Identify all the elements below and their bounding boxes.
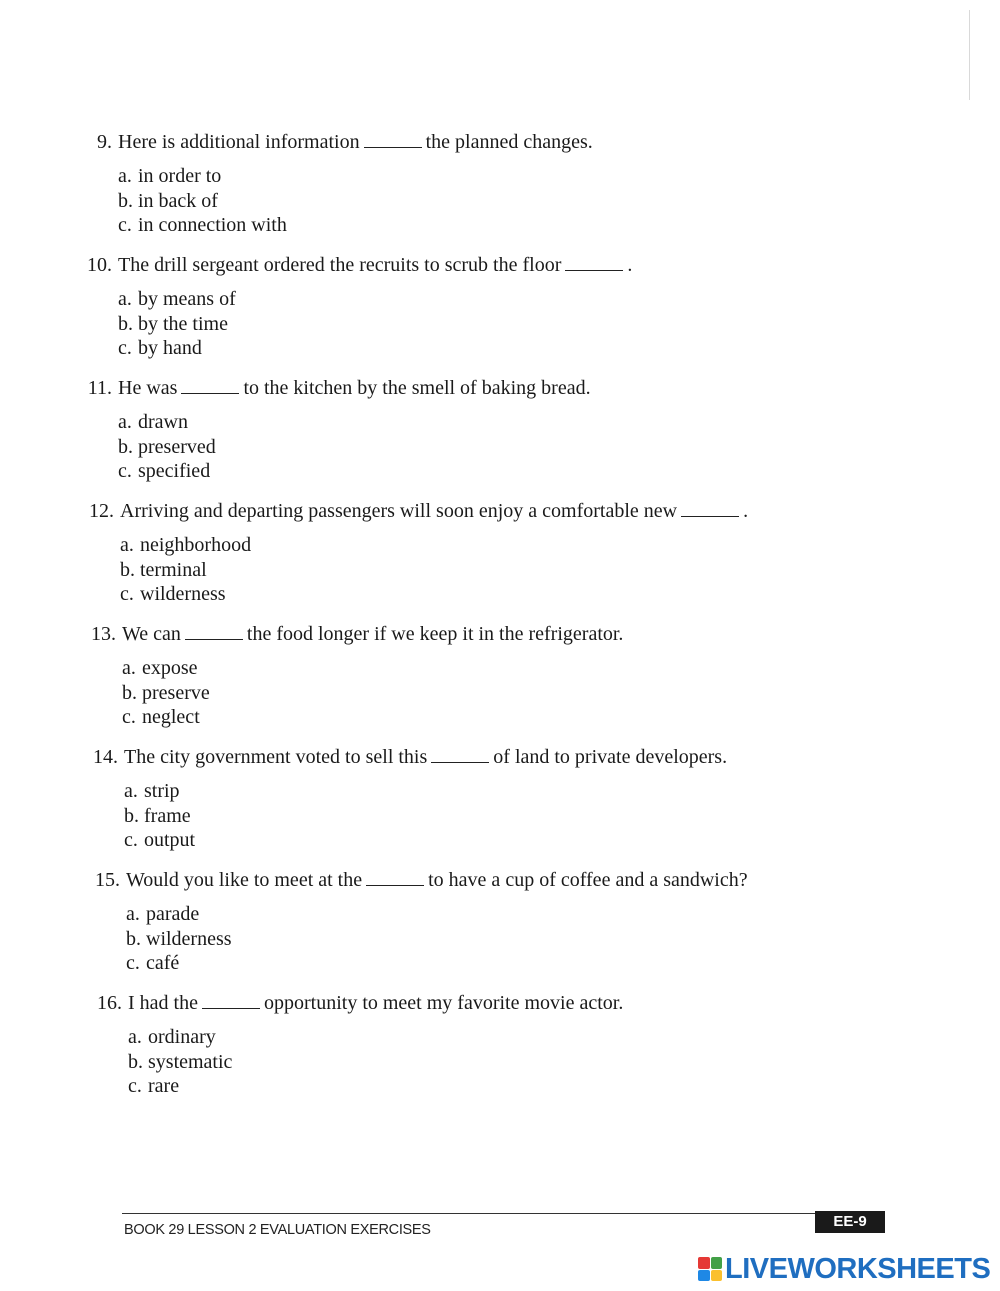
option-list [118, 164, 593, 238]
answer-option[interactable] [118, 164, 593, 189]
answer-option[interactable] [122, 681, 623, 706]
option-letter: c. [118, 460, 132, 482]
question-text-before: The city government voted to sell this [124, 746, 428, 768]
option-text: neglect [142, 706, 200, 728]
footer-book-lesson: BOOK 29 LESSON 2 EVALUATION EXERCISES [124, 1222, 431, 1238]
answer-option[interactable] [128, 1074, 623, 1099]
option-letter: b. [120, 558, 135, 581]
option-letter: a. [122, 657, 136, 679]
question-number: 14. [93, 746, 118, 768]
option-list [120, 533, 748, 607]
answer-blank[interactable] [366, 871, 424, 886]
option-text: in order to [138, 165, 222, 187]
option-letter: b. [128, 1050, 143, 1073]
option-letter: b. [124, 804, 139, 827]
option-letter: a. [124, 780, 138, 802]
option-letter: c. [126, 952, 140, 974]
option-text: café [146, 952, 180, 974]
option-letter: b. [126, 927, 141, 950]
option-letter: a. [118, 288, 132, 310]
option-text: rare [148, 1075, 180, 1097]
option-text: parade [146, 903, 200, 925]
question-number: 13. [91, 623, 116, 645]
logo-square-blue [698, 1270, 710, 1282]
question-item [84, 499, 748, 607]
answer-option[interactable] [118, 336, 632, 361]
question-number: 15. [95, 869, 120, 891]
answer-blank[interactable] [431, 748, 489, 763]
answer-option[interactable] [128, 1050, 623, 1075]
answer-option[interactable] [118, 189, 593, 214]
answer-option[interactable] [118, 213, 593, 238]
answer-option[interactable] [118, 312, 632, 337]
question-item [88, 745, 727, 853]
option-list [118, 287, 632, 361]
answer-option[interactable] [118, 435, 591, 460]
option-text: systematic [148, 1050, 233, 1073]
option-letter: a. [118, 165, 132, 187]
option-letter: c. [128, 1075, 142, 1097]
question-stem [88, 745, 727, 769]
question-text-after: . [627, 254, 633, 276]
option-text: neighborhood [140, 534, 252, 556]
answer-option[interactable] [126, 902, 748, 927]
question-text-after: the food longer if we keep it in the refrigerator. [246, 623, 624, 645]
question-text-before: Arriving and departing passengers will soon enjoy a comfortable new [120, 500, 678, 522]
option-letter: b. [118, 312, 133, 335]
answer-option[interactable] [118, 459, 591, 484]
option-letter: c. [118, 214, 132, 236]
answer-option[interactable] [118, 287, 632, 312]
logo-square-red [698, 1257, 710, 1269]
option-list [126, 902, 748, 976]
option-text: preserve [142, 681, 210, 704]
option-letter: a. [126, 903, 140, 925]
question-stem [86, 622, 623, 646]
question-text-after: to have a cup of coffee and a sandwich? [428, 869, 748, 891]
question-item [92, 991, 623, 1099]
scan-edge-line [969, 10, 970, 100]
option-letter: a. [118, 411, 132, 433]
question-number: 12. [89, 500, 114, 522]
question-item [82, 376, 591, 484]
option-text: by the time [138, 312, 228, 335]
question-item [82, 130, 593, 238]
option-text: in back of [138, 189, 218, 212]
option-letter: c. [124, 829, 138, 851]
option-list [128, 1025, 623, 1099]
answer-blank[interactable] [681, 502, 739, 517]
option-text: wilderness [146, 927, 232, 950]
question-text-before: He was [118, 377, 178, 399]
option-letter: c. [118, 337, 132, 359]
answer-option[interactable] [118, 410, 591, 435]
answer-blank[interactable] [185, 625, 243, 640]
answer-option[interactable] [128, 1025, 623, 1050]
question-stem [82, 253, 632, 277]
question-stem [82, 130, 593, 154]
page-number-badge: EE-9 [815, 1211, 885, 1233]
question-item [90, 868, 748, 976]
question-text-after: the planned changes. [425, 131, 593, 153]
question-number: 16. [97, 992, 122, 1014]
option-text: expose [142, 657, 198, 679]
question-stem [92, 991, 623, 1015]
option-list [122, 656, 623, 730]
question-stem [82, 376, 591, 400]
answer-option[interactable] [120, 582, 748, 607]
option-text: wilderness [140, 583, 226, 605]
option-text: by means of [138, 288, 236, 310]
answer-blank[interactable] [364, 133, 422, 148]
question-text-before: I had the [128, 992, 198, 1014]
option-list [118, 410, 591, 484]
answer-option[interactable] [120, 558, 748, 583]
option-letter: b. [122, 681, 137, 704]
question-text-after: opportunity to meet my favorite movie actor. [263, 992, 624, 1014]
question-text-before: Would you like to meet at the [126, 869, 363, 891]
question-text-before: We can [122, 623, 181, 645]
question-number: 10. [87, 254, 112, 276]
logo-square-yellow [711, 1270, 723, 1282]
answer-blank[interactable] [202, 994, 260, 1009]
option-text: terminal [140, 558, 207, 581]
option-text: output [144, 829, 196, 851]
answer-option[interactable] [124, 804, 727, 829]
option-text: frame [144, 804, 191, 827]
option-letter: a. [128, 1026, 142, 1048]
question-item [82, 253, 632, 361]
answer-option[interactable] [124, 828, 727, 853]
option-list [124, 779, 727, 853]
option-text: specified [138, 460, 211, 482]
logo-square-green [711, 1257, 723, 1269]
question-text-after: to the kitchen by the smell of baking bread. [243, 377, 591, 399]
question-text-after: . [743, 500, 749, 522]
question-number: 11. [87, 377, 112, 399]
answer-option[interactable] [126, 951, 748, 976]
answer-option[interactable] [124, 779, 727, 804]
option-letter: b. [118, 435, 133, 458]
option-text: by hand [138, 337, 202, 359]
option-letter: b. [118, 189, 133, 212]
option-letter: a. [120, 534, 134, 556]
option-letter: c. [122, 706, 136, 728]
answer-option[interactable] [126, 927, 748, 952]
question-stem [90, 868, 748, 892]
liveworksheets-logo-icon [698, 1257, 722, 1281]
question-item [86, 622, 623, 730]
footer-rule [122, 1213, 884, 1214]
option-text: drawn [138, 411, 188, 433]
question-text-before: Here is additional information [118, 131, 360, 153]
answer-blank[interactable] [565, 256, 623, 271]
option-text: ordinary [148, 1026, 216, 1048]
option-text: preserved [138, 435, 216, 458]
answer-option[interactable] [120, 533, 748, 558]
answer-option[interactable] [122, 656, 623, 681]
option-letter: c. [120, 583, 134, 605]
question-text-after: of land to private developers. [493, 746, 728, 768]
answer-blank[interactable] [181, 379, 239, 394]
liveworksheets-brand[interactable] [698, 1252, 991, 1285]
option-text: in connection with [138, 214, 287, 236]
question-text-before: The drill sergeant ordered the recruits to scrub the floor [118, 254, 562, 276]
question-number: 9. [97, 131, 112, 153]
option-text: strip [144, 780, 180, 802]
answer-option[interactable] [122, 705, 623, 730]
brand-name: LIVEWORKSHEETS [725, 1252, 991, 1285]
question-stem [84, 499, 748, 523]
